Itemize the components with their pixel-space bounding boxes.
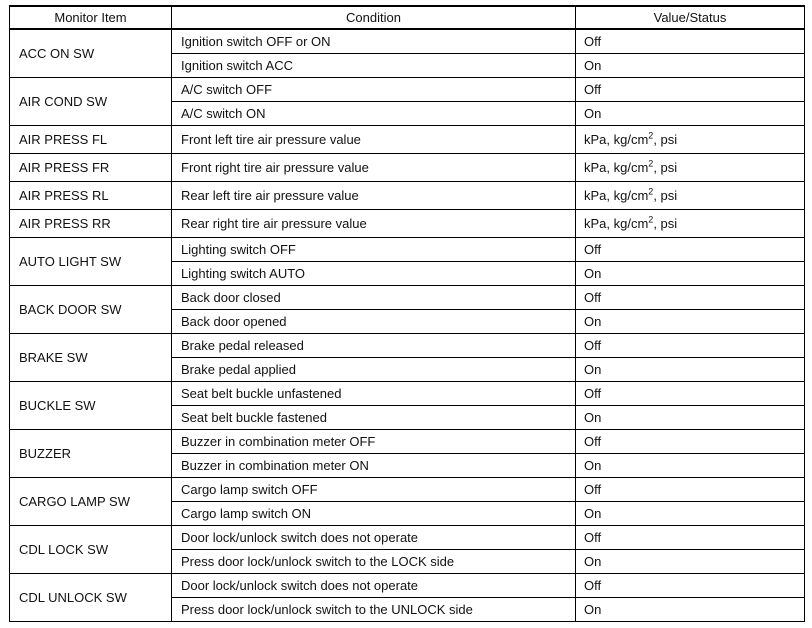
value-status-cell: Off [576, 573, 805, 597]
value-status-cell [576, 153, 805, 181]
value-status-cell [576, 125, 805, 153]
table-row [10, 153, 805, 181]
condition-cell: Front right tire air pressure value [172, 153, 576, 181]
monitor-item-cell: AIR PRESS FR [10, 153, 172, 181]
value-status-cell: On [576, 309, 805, 333]
condition-cell: Seat belt buckle fastened [172, 405, 576, 429]
table-row [10, 181, 805, 209]
value-status-cell: On [576, 501, 805, 525]
value-unit-superscript: 2 [648, 158, 654, 169]
table-header-row [10, 6, 805, 29]
condition-cell: Press door lock/unlock switch to the UNLOCK side [172, 597, 576, 621]
condition-cell: Cargo lamp switch OFF [172, 477, 576, 501]
condition-cell: Rear left tire air pressure value [172, 181, 576, 209]
value-unit-text: , psi [653, 187, 678, 203]
monitor-item-cell: CARGO LAMP SW [10, 477, 172, 525]
monitor-item-cell: AUTO LIGHT SW [10, 237, 172, 285]
value-unit-text: kPa, kg/cm [584, 131, 649, 147]
monitor-item-cell: CDL UNLOCK SW [10, 573, 172, 621]
condition-cell: A/C switch ON [172, 101, 576, 125]
value-unit-text: kPa, kg/cm [584, 159, 649, 175]
monitor-item-cell: CDL LOCK SW [10, 525, 172, 573]
condition-cell: Ignition switch ACC [172, 53, 576, 77]
monitor-item-cell: ACC ON SW [10, 29, 172, 77]
value-status-cell: On [576, 261, 805, 285]
table-row [10, 429, 805, 453]
condition-cell: Buzzer in combination meter OFF [172, 429, 576, 453]
value-status-cell: Off [576, 525, 805, 549]
value-unit-superscript: 2 [648, 130, 654, 141]
table-row [10, 237, 805, 261]
value-status-cell: Off [576, 237, 805, 261]
condition-cell: Door lock/unlock switch does not operate [172, 525, 576, 549]
condition-cell: Door lock/unlock switch does not operate [172, 573, 576, 597]
value-status-cell: Off [576, 29, 805, 53]
condition-cell: Brake pedal applied [172, 357, 576, 381]
value-status-cell [576, 209, 805, 237]
condition-cell: A/C switch OFF [172, 77, 576, 101]
condition-cell: Cargo lamp switch ON [172, 501, 576, 525]
condition-cell: Seat belt buckle unfastened [172, 381, 576, 405]
value-status-cell: On [576, 53, 805, 77]
value-status-cell: On [576, 405, 805, 429]
value-status-cell: Off [576, 77, 805, 101]
header-value-status: Value/Status [576, 6, 805, 29]
value-status-cell: Off [576, 333, 805, 357]
monitor-item-table [9, 5, 805, 622]
condition-cell: Ignition switch OFF or ON [172, 29, 576, 53]
header-condition: Condition [172, 6, 576, 29]
condition-cell: Back door opened [172, 309, 576, 333]
table-row [10, 477, 805, 501]
table-row [10, 381, 805, 405]
condition-cell: Rear right tire air pressure value [172, 209, 576, 237]
value-unit-text: kPa, kg/cm [584, 187, 649, 203]
table-row [10, 77, 805, 101]
table-row [10, 285, 805, 309]
value-status-cell: On [576, 101, 805, 125]
value-status-cell: Off [576, 429, 805, 453]
value-status-cell: On [576, 597, 805, 621]
table-row [10, 525, 805, 549]
value-status-cell: On [576, 549, 805, 573]
monitor-item-cell: BUZZER [10, 429, 172, 477]
value-status-cell: Off [576, 477, 805, 501]
value-status-cell [576, 181, 805, 209]
header-monitor-item: Monitor Item [10, 6, 172, 29]
monitor-item-cell: BRAKE SW [10, 333, 172, 381]
monitor-item-cell: AIR COND SW [10, 77, 172, 125]
monitor-item-cell: BACK DOOR SW [10, 285, 172, 333]
table-row [10, 209, 805, 237]
condition-cell: Front left tire air pressure value [172, 125, 576, 153]
value-unit-superscript: 2 [648, 186, 654, 197]
value-unit-superscript: 2 [648, 214, 654, 225]
value-unit-text: , psi [653, 215, 678, 231]
value-status-cell: On [576, 453, 805, 477]
value-status-cell: Off [576, 285, 805, 309]
condition-cell: Press door lock/unlock switch to the LOCK side [172, 549, 576, 573]
table-row [10, 29, 805, 53]
table-body [10, 29, 805, 621]
condition-cell: Brake pedal released [172, 333, 576, 357]
monitor-item-cell: AIR PRESS FL [10, 125, 172, 153]
table-row [10, 573, 805, 597]
condition-cell: Lighting switch OFF [172, 237, 576, 261]
monitor-item-cell: AIR PRESS RR [10, 209, 172, 237]
value-status-cell: On [576, 357, 805, 381]
condition-cell: Back door closed [172, 285, 576, 309]
table-row [10, 333, 805, 357]
value-unit-text: , psi [653, 159, 678, 175]
value-unit-text: , psi [653, 131, 678, 147]
monitor-item-cell: BUCKLE SW [10, 381, 172, 429]
table-row [10, 125, 805, 153]
monitor-item-cell: AIR PRESS RL [10, 181, 172, 209]
condition-cell: Lighting switch AUTO [172, 261, 576, 285]
value-unit-text: kPa, kg/cm [584, 215, 649, 231]
condition-cell: Buzzer in combination meter ON [172, 453, 576, 477]
value-status-cell: Off [576, 381, 805, 405]
